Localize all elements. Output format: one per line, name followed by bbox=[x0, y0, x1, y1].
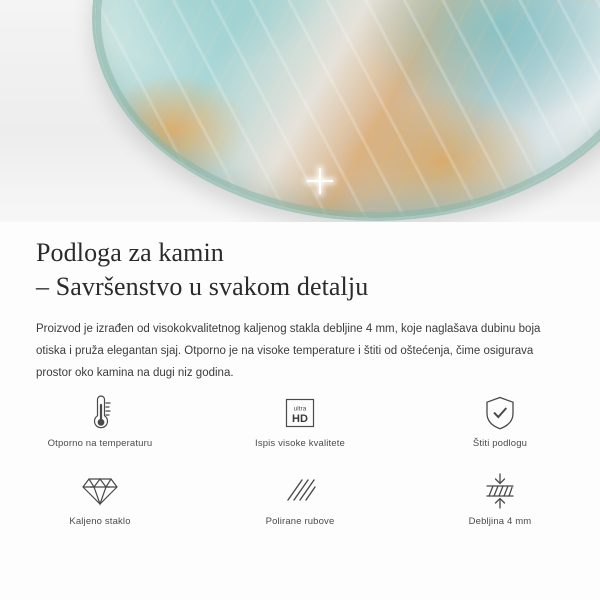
hero-image bbox=[0, 0, 600, 222]
feature-label: Debljina 4 mm bbox=[468, 516, 532, 527]
svg-text:ultra: ultra bbox=[293, 405, 307, 413]
feature-grid bbox=[0, 392, 600, 548]
feature-item-thickness bbox=[400, 470, 600, 548]
content-block bbox=[0, 222, 600, 385]
diamond-icon bbox=[81, 470, 119, 512]
glass-board-image bbox=[92, 0, 600, 221]
thickness-arrows-icon bbox=[482, 470, 518, 512]
feature-label: Štiti podlogu bbox=[472, 438, 528, 449]
feature-item-print-quality bbox=[200, 392, 400, 470]
ultra-hd-icon bbox=[280, 392, 320, 434]
feature-item-temperature bbox=[0, 392, 200, 470]
shield-check-icon bbox=[482, 392, 518, 434]
svg-text:HD: HD bbox=[292, 413, 308, 425]
feature-item-polished-edges bbox=[200, 470, 400, 548]
polished-edges-icon bbox=[282, 470, 318, 512]
headline-line-2: – Savršenstvo u svakom detalju bbox=[36, 271, 369, 301]
feature-label: Polirane rubove bbox=[265, 516, 335, 527]
feature-item-tempered-glass bbox=[0, 470, 200, 548]
thermometer-icon bbox=[83, 392, 117, 434]
feature-label: Ispis visoke kvalitete bbox=[255, 438, 345, 449]
feature-label: Kaljeno staklo bbox=[69, 516, 131, 527]
headline-line-1: Podloga za kamin bbox=[36, 238, 224, 267]
feature-label: Otporno na temperaturu bbox=[47, 438, 153, 449]
body-paragraph: Proizvod je izrađen od visokokvalitetnog kaljenog stakla debljine 4 mm, koje naglašava dubinu boja otiska i pruža elegantan sjaj. Otporno je na visoke temperature i štiti od oštećenja, čime osigurava prostor oko kamina na dugi niz godina. bbox=[36, 322, 541, 380]
feature-item-protects-surface bbox=[400, 392, 600, 470]
page-title bbox=[0, 222, 600, 304]
